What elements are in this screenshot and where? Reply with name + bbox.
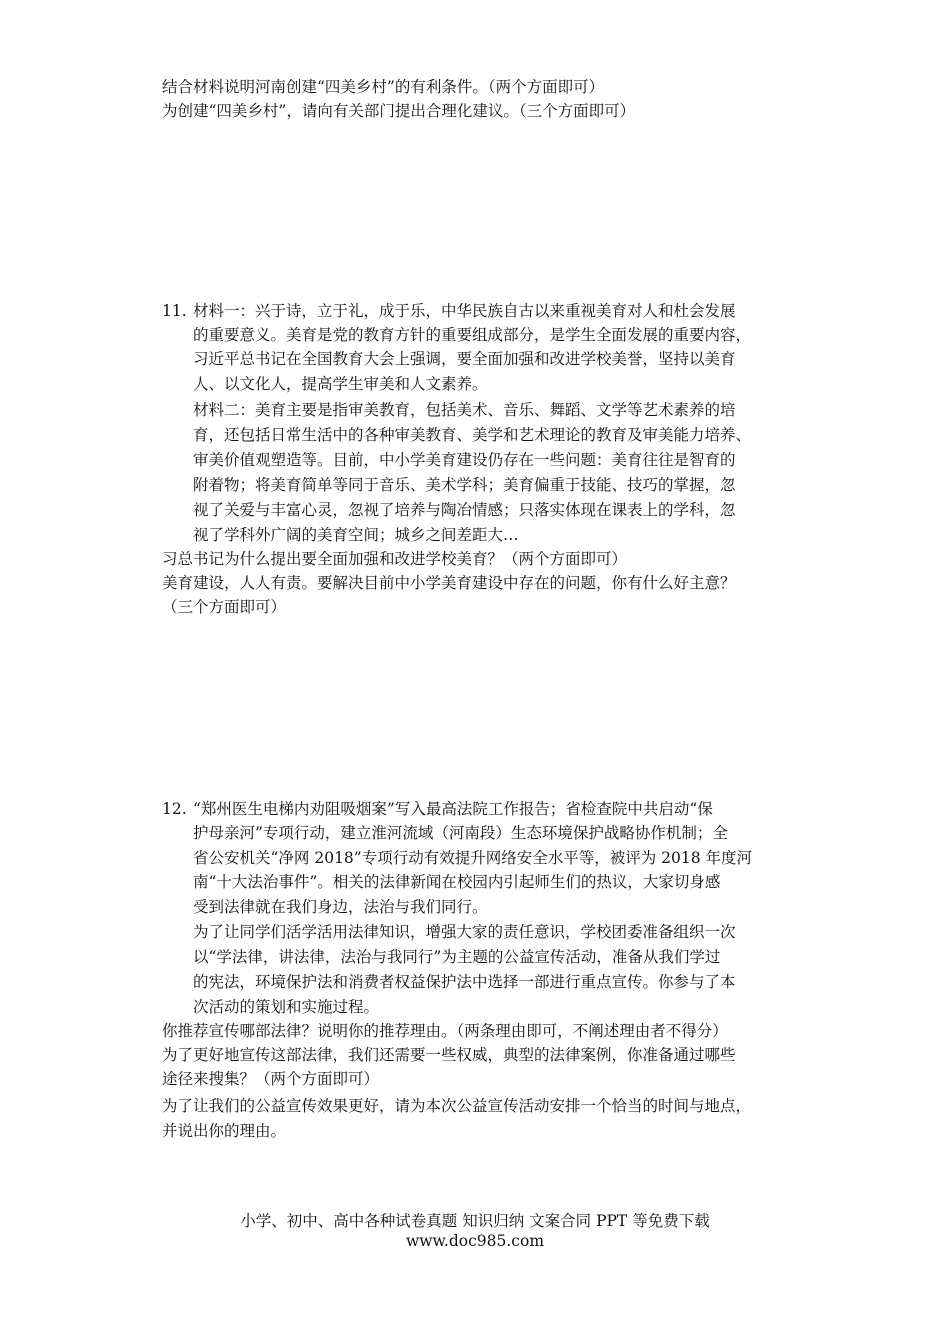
material-line: 受到法律就在我们身边，法治与我们同行。 <box>193 898 488 916</box>
material-line: 审美价值观塑造等。目前，中小学美育建设仍存在一些问题：美育往往是智育的 <box>193 451 736 469</box>
question-text: 为了更好地宣传这部法律，我们还需要一些权威，典型的法律案例，你准备通过哪些 <box>162 1046 736 1064</box>
question-text: 结合材料说明河南创建“四美乡村”的有利条件。（两个方面即可） <box>162 78 605 96</box>
question-text: 途径来搜集？（两个方面即可） <box>162 1070 380 1088</box>
question-number: 11. <box>162 302 187 320</box>
material-line: 以“学法律，讲法律，法治与我同行”为主题的公益宣传活动，准备从我们学过 <box>193 948 721 966</box>
question-number: 12. <box>162 800 187 818</box>
material-line: 次活动的策划和实施过程。 <box>193 998 380 1016</box>
material-line: 护母亲河”专项行动，建立淮河流域（河南段）生态环境保护战略协作机制；全 <box>193 824 728 842</box>
material-line: 的宪法，环境保护法和消费者权益保护法中选择一部进行重点宣传。你参与了本 <box>193 973 736 991</box>
material-line: 省公安机关“净网 2018”专项行动有效提升网络安全水平等，被评为 2018 年度河 <box>193 849 753 867</box>
material-line: 南“十大法治事件”。相关的法律新闻在校园内引起师生们的热议，大家切身感 <box>193 873 721 891</box>
question-text: 并说出你的理由。 <box>162 1122 287 1140</box>
material-line: 人、以文化人，提高学生审美和人文素养。 <box>193 375 488 393</box>
question-text: 美育建设，人人有责。要解决目前中小学美育建设中存在的问题，你有什么好主意？ <box>162 574 736 592</box>
material-line: 材料二：美育主要是指审美教育，包括美术、音乐、舞蹈、文学等艺术素养的培 <box>193 401 736 419</box>
material-line: 的重要意义。美育是党的教育方针的重要组成部分，是学生全面发展的重要内容， <box>193 326 752 344</box>
footer-url[interactable]: www.doc985.com <box>405 1232 545 1250</box>
material-line: 附着物；将美育简单等同于音乐、美术学科；美育偏重于技能、技巧的掌握，忽 <box>193 476 736 494</box>
footer-text: 小学、初中、高中各种试卷真题 知识归纳 文案合同 PPT 等免费下载 <box>240 1212 710 1230</box>
material-line: “郑州医生电梯内劝阻吸烟案”写入最高法院工作报告；省检查院中共启动“保 <box>193 800 713 818</box>
material-line: 视了关爱与丰富心灵，忽视了培养与陶冶情感；只落实体现在课表上的学科，忽 <box>193 501 736 519</box>
question-text: 为了让我们的公益宣传效果更好，请为本次公益宣传活动安排一个恰当的时间与地点， <box>162 1097 752 1115</box>
question-text: 为创建“四美乡村”，请向有关部门提出合理化建议。（三个方面即可） <box>162 102 636 120</box>
material-line: 为了让同学们活学活用法律知识，增强大家的责任意识，学校团委准备组织一次 <box>193 923 736 941</box>
material-line: 习近平总书记在全国教育大会上强调，要全面加强和改进学校美誉，坚持以美育 <box>193 350 736 368</box>
material-line: 视了学科外广阔的美育空间；城乡之间差距大… <box>193 526 519 544</box>
material-line: 材料一：兴于诗，立于礼，成于乐，中华民族自古以来重视美育对人和杜会发展 <box>193 302 736 320</box>
question-text: 你推荐宣传哪部法律？说明你的推荐理由。（两条理由即可，不阐述理由者不得分） <box>162 1022 728 1040</box>
question-text: （三个方面即可） <box>162 598 287 616</box>
material-line: 育，还包括日常生活中的各种审美教育、美学和艺术理论的教育及审美能力培养、 <box>193 426 752 444</box>
question-text: 习总书记为什么提出要全面加强和改进学校美育？（两个方面即可） <box>162 550 628 568</box>
